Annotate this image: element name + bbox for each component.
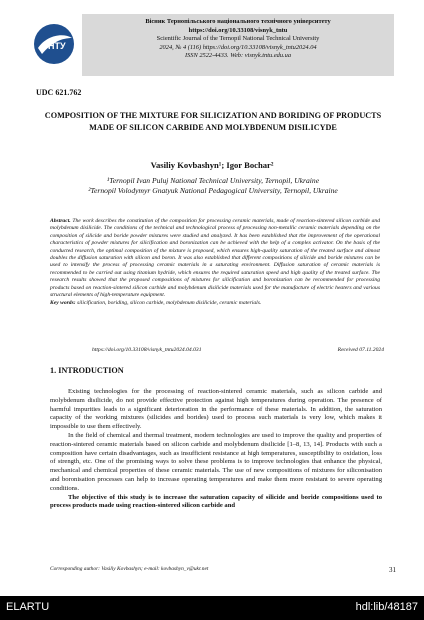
keywords-text: silicification, boriding, silicon carbide, molybdenum disilicide, ceramic materials.	[77, 300, 262, 307]
received-date: Received 07.11.2024	[337, 347, 384, 353]
section-heading: 1. INTRODUCTION	[50, 366, 124, 375]
paper-page	[22, 10, 402, 592]
journal-issue: 2024, № 4 (116) https://doi.org/10.33108/visnyk_tntu2024.04	[159, 43, 317, 51]
journal-info-box	[82, 14, 394, 76]
svg-text:ТНТУ: ТНТУ	[42, 41, 66, 51]
journal-name-ua: Вісник Тернопільського національного технічного університету	[145, 18, 331, 25]
objective-paragraph: The objective of this study is to increase the saturation capacity of silicide and boride compositions used to process products made using reaction-sintered silicon carbide and	[50, 493, 382, 510]
corresponding-author: Corresponding author: Vasiliy Kovbashyn; e-mail: kovbashyn_v@ukr.net	[50, 566, 209, 572]
article-doi-line	[92, 347, 384, 353]
keywords-label: Key words:	[50, 300, 76, 307]
paragraph: Existing technologies for the processing of reaction-sintered ceramic materials, such as silicon carbide and molybdenum disilicide, do not provide effective protection against high temperatures during operation. The presence of harmful impurities leads to a significant deterioration in the performance of these materials. In addition, the saturation capacity of the working mixtures (silicides and borides) used to process such materials is very low, which makes it impossible to use them effectively.	[50, 388, 382, 431]
page-number: 31	[389, 566, 396, 574]
affiliation-2: ²Ternopil Volodymyr Gnatyuk National Pedagogical University, Ternopil, Ukraine	[88, 186, 338, 195]
journal-issn: ISSN 2522-4433. Web: visnyk.tntu.edu.ua	[184, 52, 292, 60]
affiliation-1: ¹Ternopil Ivan Puluj National Technical University, Ternopil, Ukraine	[106, 176, 320, 185]
page-footer	[50, 566, 396, 574]
journal-doi[interactable]: https://doi.org/10.33108/visnyk_tntu	[188, 26, 288, 34]
repository-name: ELARTU	[6, 601, 50, 613]
repository-bar	[0, 596, 424, 620]
paper-authors: Vasiliy Kovbashyn¹; Igor Bochar²	[150, 160, 274, 170]
journal-name-en: Scientific Journal of the Ternopil National Technical University	[156, 35, 320, 43]
keywords	[50, 300, 380, 307]
journal-logo	[32, 22, 76, 66]
article-doi[interactable]: https://doi.org/10.33108/visnyk_tntu2024.04.031	[92, 347, 202, 353]
affiliations	[52, 176, 374, 196]
journal-header	[32, 14, 394, 76]
abstract-text: The work describes the constitution of the composition for processing ceramic materials, made of reaction-sintered silicon carbide and molybdenum disilicide. The conditions of the technical and technological process of processing non-metallic ceramic materials depending on the composition of silicide and boride powder mixtures were studied and analyzed. It has been established that the improvement of the operational characteristics of powder mixtures for silicification and boronization can be achieved with the help of a complex activator. On the basis of the conducted research, the optimal composition of the mixture is proposed, which ensures high-quality saturation of the treated surface and almost doubles the diffusion saturation with silicon and boron. It was also established that different compositions of silicide and boride mixtures can be used to intensify the process of processing ceramic materials in a saturating environment. Diffusion saturation of ceramic materials is recommended to be carried out using titanium hydride, which ensures the required saturation speed and high quality of the treated surface. The research results showed that the proposed compositions of mixtures for silicification and boronization can be recommended for processing products based on reaction-sintered silicon carbide and molybdenum disilicide materials used for the manufacture of electric heaters and various structural elements of high-temperature equipment.	[50, 218, 380, 299]
handle-id: hdl:lib/48187	[355, 601, 418, 613]
abstract-block	[50, 218, 380, 308]
abstract-label: Abstract.	[50, 218, 71, 224]
paragraph: In the field of chemical and thermal treatment, modern technologies are used to improve the quality and properties of reaction-sintered ceramic materials based on silicon carbide and molybdenum disilicide [1–8, 13, 14]. Products with such a composition have certain disadvantages, such as insufficient resistance at high temperatures, susceptibility to oxidation, loss of strength, etc. One of the promising ways to solve these problems is to improve technologies that enhance the physical, mechanical and chemical properties of these ceramic materials. The use of new compositions of mixtures for siliconisation and boronisation processes can help to increase operating temperatures and make them more resistant to severe operating conditions.	[50, 431, 382, 492]
paper-title: COMPOSITION OF THE MIXTURE FOR SILICIZATION AND BORIDING OF PRODUCTS MADE OF SILICON CARBIDE AND MOLYBDENUM DISILICYDE	[44, 111, 382, 132]
body-text	[50, 388, 382, 511]
udc-code: UDC 621.762	[36, 88, 82, 97]
